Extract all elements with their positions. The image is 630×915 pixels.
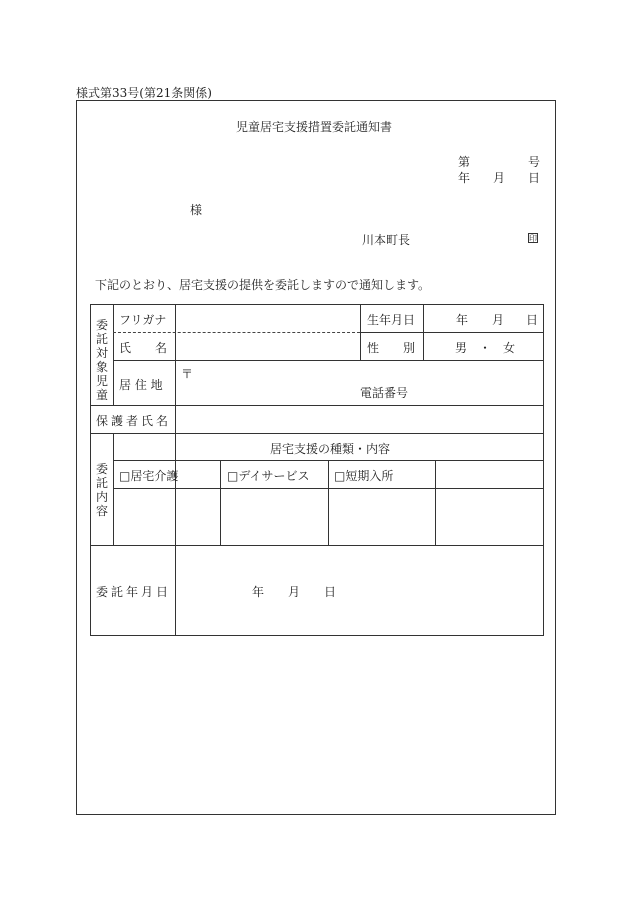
ref-month: 月: [493, 171, 506, 185]
postal-mark: 〒: [181, 367, 194, 381]
content-heading: 居宅支援の種類・内容: [270, 442, 391, 456]
guardian-label: 保護者氏名: [96, 414, 172, 428]
date-month: 月: [288, 585, 301, 599]
phone-label: 電話番号: [360, 386, 409, 400]
ref-year: 年: [458, 171, 471, 185]
notice-frame: [76, 100, 556, 815]
date-label: 委託年月日: [96, 585, 172, 599]
birth-label: 生年月日: [367, 313, 416, 327]
furigana-label: フリガナ: [119, 313, 167, 327]
furigana-field[interactable]: [178, 308, 358, 330]
addressee-suffix: 様: [190, 203, 203, 217]
name-label: 氏 名: [119, 341, 168, 355]
birth-month: 月: [492, 313, 505, 327]
ref-dai: 第: [458, 155, 471, 169]
birth-year: 年: [456, 313, 469, 327]
sex-label: 性 別: [367, 341, 416, 355]
ref-day: 日: [528, 171, 541, 185]
name-field[interactable]: [178, 335, 358, 357]
sex-options[interactable]: 男 ・ 女: [455, 341, 516, 355]
address-field[interactable]: [195, 364, 535, 380]
service-day-service[interactable]: □デイサービス: [227, 469, 310, 483]
date-day: 日: [324, 585, 337, 599]
document-title: 児童居宅支援措置委託通知書: [236, 120, 393, 134]
section-child-label: 委託対象児童: [95, 318, 108, 402]
ref-go: 号: [528, 155, 541, 169]
date-year: 年: [252, 585, 265, 599]
seal-mark: 印: [529, 234, 537, 243]
service-short-stay[interactable]: □短期入所: [334, 469, 394, 483]
section-content-label: 委託内容: [95, 462, 108, 518]
intro-text: 下記のとおり、居宅支援の提供を委託しますので通知します。: [95, 278, 431, 292]
address-label: 居 住 地: [119, 378, 163, 392]
guardian-field[interactable]: [178, 408, 538, 430]
issuer-name: 川本町長: [362, 233, 411, 247]
form-number: 様式第33号(第21条関係): [76, 86, 212, 100]
service-home-care[interactable]: □居宅介護: [119, 469, 179, 483]
birth-day: 日: [526, 313, 539, 327]
